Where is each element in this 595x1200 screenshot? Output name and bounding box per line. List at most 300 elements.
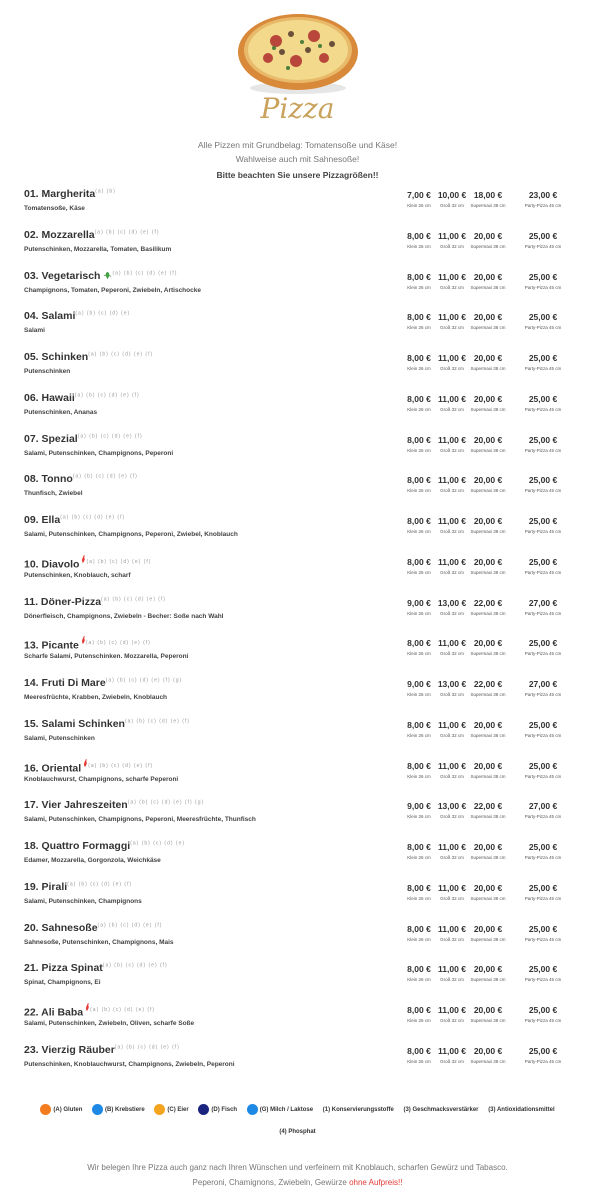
size-label: Groß 32 cm (440, 773, 464, 779)
price-value: 8,00 € (407, 516, 431, 526)
price-value: 20,00 € (473, 638, 503, 649)
allergen-legend (0, 1104, 595, 1115)
milk-icon (247, 1104, 258, 1115)
item-description: Tomatensoße, Käse (24, 205, 85, 212)
price-value: 20,00 € (473, 353, 503, 363)
menu-item (24, 677, 571, 718)
footer-line-1: Wir belegen Ihre Pizza auch ganz nach Ihren Wünschen und verfeinern mit Knoblauch, scharfen Gewürz und Tabasco. (87, 1163, 508, 1172)
page-title: Pizza (260, 92, 335, 125)
price-grid (399, 801, 571, 825)
legend-antiox: (3) Antioxidationsmittel (488, 1106, 555, 1113)
size-label: Klein 26 cm (407, 977, 431, 983)
price-grid (399, 598, 571, 622)
price-value: 11,00 € (438, 842, 466, 852)
size-label: Klein 26 cm (407, 895, 431, 901)
size-label: Supermaxi 38 cm (470, 1058, 506, 1064)
allergen-codes: (a) (b) (c) (d) (e) (f) (85, 640, 151, 647)
price-value: 20,00 € (473, 1045, 503, 1056)
size-label: Supermaxi 38 cm (470, 488, 506, 494)
price-grid (399, 516, 571, 540)
price-value: 25,00 € (528, 760, 558, 771)
size-label: Party-Pizza 45 cm (524, 610, 562, 616)
allergen-codes: (a) (b) (c) (d) (e) (f) (124, 718, 190, 725)
size-label: Party-Pizza 45 cm (524, 773, 562, 779)
price-value: 20,00 € (473, 882, 503, 893)
size-label: Party-Pizza 45 cm (524, 366, 562, 371)
size-label: Klein 26 cm (407, 1058, 431, 1064)
item-description: Spinat, Champignons, Ei (24, 979, 101, 987)
size-label: Supermaxi 38 cm (470, 243, 506, 249)
price-value: 8,00 € (407, 475, 431, 486)
size-label: Groß 32 cm (440, 610, 464, 616)
item-name: 03. Vegetarisch $^{(a) (b) (c) (d) (e) (f)}$ (24, 269, 178, 282)
menu-item (24, 840, 571, 881)
allergen-codes: (a) (b) (c) (d) (e) (f) (94, 229, 160, 236)
price-value: 11,00 € (438, 434, 466, 445)
size-label: Party-Pizza 45 cm (524, 1058, 562, 1064)
item-name: 21. Pizza Spinat$^{(a) (b) (c) (d) (e) (f)}$ (24, 962, 168, 975)
price-value: 20,00 € (473, 719, 503, 730)
price-value: 20,00 € (473, 230, 503, 241)
price-value: 22,00 € (473, 597, 503, 608)
size-label: Groß 32 cm (440, 569, 464, 575)
pizza-image (236, 6, 360, 96)
intro-line-2: Wahlweise auch mit Sahnesoße! (235, 154, 360, 164)
price-value: 20,00 € (473, 842, 503, 852)
item-description: Sahnesoße, Putenschinken, Champignons, Mais (24, 938, 174, 946)
price-value: 11,00 € (438, 312, 466, 323)
wheat-icon (40, 1104, 51, 1115)
free-highlight: ohne Aufpreis!! (349, 1178, 403, 1187)
size-notice: Bitte beachten Sie unsere Pizzagrößen!! (216, 170, 379, 180)
allergen-codes: (a) (b) (c) (d) (e) (f) (72, 473, 138, 480)
price-value: 8,00 € (407, 556, 431, 567)
size-label: Groß 32 cm (440, 732, 464, 738)
item-description: Putenschinken (24, 368, 71, 375)
pizza-menu (24, 188, 571, 1085)
price-value: 22,00 € (473, 679, 503, 689)
size-label: Klein 26 cm (407, 325, 431, 331)
intro-line-1: Alle Pizzen mit Grundbelag: Tomatensoße und Käse! (197, 140, 398, 150)
menu-item (24, 514, 571, 555)
footer-line-2: Peperoni, Chamignons, Zwiebeln, Gewürze ohne Aufpreis!! (192, 1178, 403, 1187)
item-name: 06. Hawaii$^{(a) (b) (c) (d) (e) (f)}$ (24, 391, 140, 404)
size-label: Supermaxi 38 cm (470, 651, 506, 657)
price-grid (399, 312, 571, 336)
item-description: Salami, Putenschinken, Champignons, Peperoni (24, 449, 174, 457)
size-label: Party-Pizza 45 cm (524, 855, 562, 860)
size-label: Klein 26 cm (407, 936, 431, 942)
size-label: Groß 32 cm (440, 325, 464, 331)
price-grid (399, 883, 571, 907)
size-label: Party-Pizza 45 cm (524, 569, 562, 575)
size-label: Klein 26 cm (407, 203, 431, 208)
price-value: 27,00 € (528, 597, 558, 608)
price-grid (399, 475, 571, 499)
size-label: Klein 26 cm (407, 569, 431, 575)
size-label: Klein 26 cm (407, 447, 431, 453)
allergen-codes: (a) (b) (c) (d) (e) (f) (88, 351, 154, 358)
price-value: 25,00 € (528, 230, 558, 241)
price-value: 11,00 € (438, 271, 466, 282)
legend-krebstiere: (B) Krebstiere (92, 1104, 145, 1115)
price-value: 11,00 € (438, 964, 466, 975)
menu-item (24, 310, 571, 351)
size-label: Klein 26 cm (407, 406, 431, 412)
item-name: 02. Mozzarella$^{(a) (b) (c) (d) (e) (f)}$ (24, 228, 160, 241)
size-label: Supermaxi 38 cm (470, 325, 506, 331)
size-label: Klein 26 cm (407, 732, 431, 738)
size-label: Groß 32 cm (440, 814, 464, 820)
size-label: Klein 26 cm (407, 773, 431, 779)
size-label: Supermaxi 38 cm (470, 203, 506, 208)
price-grid (399, 557, 571, 581)
size-label: Party-Pizza 45 cm (524, 529, 562, 534)
allergen-codes: (a) (b) (c) (d) (e) (75, 310, 131, 317)
price-value: 8,00 € (407, 882, 431, 893)
price-value: 11,00 € (438, 882, 466, 893)
allergen-codes: (a) (b) (c) (d) (e) (f) (g) (127, 799, 205, 806)
item-name: 14. Fruti Di Mare$^{(a) (b) (c) (d) (e) (f) (g)}$ (24, 677, 183, 689)
price-value: 11,00 € (438, 230, 466, 241)
size-label: Klein 26 cm (407, 692, 431, 697)
size-label: Supermaxi 38 cm (470, 895, 506, 901)
price-value: 20,00 € (473, 312, 503, 323)
item-name: 09. Ella$^{(a) (b) (c) (d) (e) (f)}$ (24, 514, 126, 526)
allergen-codes: (a) (b) (c) (d) (e) (f) (101, 596, 166, 602)
item-name: 08. Tonno$^{(a) (b) (c) (d) (e) (f)}$ (24, 473, 138, 486)
size-label: Supermaxi 38 cm (470, 977, 506, 983)
allergen-codes: (a) (b) (c) (d) (e) (f) (60, 514, 126, 521)
menu-item (24, 270, 571, 311)
allergen-codes: (a) (b) (c) (d) (e) (f) (88, 762, 154, 769)
size-label: Groß 32 cm (440, 855, 464, 860)
size-label: Groß 32 cm (440, 284, 464, 290)
size-label: Groß 32 cm (440, 406, 464, 412)
legend-konserv: (1) Konservierungsstoffe (322, 1106, 394, 1113)
size-label: Klein 26 cm (407, 651, 431, 657)
size-label: Supermaxi 38 cm (470, 773, 506, 779)
price-value: 20,00 € (473, 923, 503, 934)
price-value: 25,00 € (528, 1045, 558, 1056)
price-value: 8,00 € (407, 719, 431, 730)
item-name: 22. Ali Baba $^{(a) (b) (c) (d) (e) (f)}$ (24, 1003, 155, 1019)
size-label: Supermaxi 38 cm (470, 447, 506, 453)
price-value: 25,00 € (528, 719, 558, 730)
size-label: Party-Pizza 45 cm (524, 406, 562, 412)
menu-item (24, 799, 571, 840)
price-value: 20,00 € (473, 475, 503, 486)
size-label: Groß 32 cm (440, 936, 464, 942)
size-label: Supermaxi 38 cm (470, 1018, 506, 1023)
item-description: Putenschinken, Knoblauch, scharf (24, 571, 131, 579)
price-value: 8,00 € (407, 842, 431, 852)
price-value: 8,00 € (407, 1005, 431, 1015)
price-value: 8,00 € (407, 434, 431, 445)
price-value: 25,00 € (528, 353, 558, 363)
price-value: 11,00 € (438, 556, 466, 567)
price-value: 11,00 € (438, 1045, 466, 1056)
item-name: 17. Vier Jahreszeiten$^{(a) (b) (c) (d) (e) (f) (g)}$ (24, 799, 205, 812)
price-grid (399, 964, 571, 988)
size-label: Groß 32 cm (440, 488, 464, 494)
allergen-codes: (a) (b) (c) (d) (e) (f) (86, 558, 152, 565)
price-value: 11,00 € (438, 475, 466, 486)
size-label: Klein 26 cm (407, 366, 431, 371)
price-value: 20,00 € (473, 271, 503, 282)
item-description: Thunfisch, Zwiebel (24, 490, 83, 498)
size-label: Groß 32 cm (440, 447, 464, 453)
legend-gluten: (A) Gluten (40, 1104, 82, 1115)
menu-item (24, 636, 571, 677)
size-label: Party-Pizza 45 cm (524, 243, 562, 249)
price-grid (399, 435, 571, 459)
size-label: Groß 32 cm (440, 651, 464, 657)
price-value: 11,00 € (438, 638, 466, 649)
price-grid (399, 1005, 571, 1029)
item-description: Scharfe Salami, Putenschinken. Mozzarella, Peperoni (24, 653, 189, 661)
item-name: 19. Pirali$^{(a) (b) (c) (d) (e) (f)}$ (24, 880, 133, 893)
size-label: Party-Pizza 45 cm (524, 325, 562, 331)
item-description: Putenschinken, Knoblauchwurst, Champignons, Zwiebeln, Peperoni (24, 1060, 235, 1068)
allergen-codes: (a) (b) (c) (d) (e) (f) (102, 962, 168, 969)
price-value: 9,00 € (407, 597, 431, 608)
price-grid (399, 638, 571, 662)
menu-item (24, 759, 571, 800)
menu-item (24, 473, 571, 514)
price-value: 25,00 € (528, 556, 558, 567)
menu-item (24, 962, 571, 1003)
price-value: 20,00 € (473, 434, 503, 445)
price-value: 9,00 € (407, 679, 431, 689)
size-label: Groß 32 cm (440, 1018, 464, 1023)
item-description: Knoblauchwurst, Champignons, scharfe Peperoni (24, 775, 179, 783)
price-value: 11,00 € (438, 719, 466, 730)
price-grid (399, 720, 571, 744)
size-label: Klein 26 cm (407, 243, 431, 249)
price-value: 20,00 € (473, 1005, 503, 1015)
price-value: 10,00 € (437, 190, 467, 200)
size-label: Supermaxi 38 cm (470, 732, 506, 738)
item-description: Putenschinken, Mozzarella, Tomaten, Basilikum (24, 245, 172, 253)
size-label: Party-Pizza 45 cm (524, 895, 562, 901)
size-label: Klein 26 cm (407, 610, 431, 616)
size-label: Groß 32 cm (440, 366, 464, 371)
item-description: Putenschinken, Ananas (24, 408, 98, 416)
price-value: 20,00 € (473, 393, 503, 404)
size-label: Party-Pizza 45 cm (524, 488, 562, 494)
item-name: 23. Vierzig Räuber$^{(a) (b) (c) (d) (e) (f)}$ (24, 1043, 180, 1056)
price-value: 8,00 € (407, 923, 431, 934)
price-grid (399, 679, 571, 703)
legend-phosphat: (4) Phosphat (279, 1129, 316, 1135)
item-name: 18. Quattro Formaggi$^{(a) (b) (c) (d) (e)}$ (24, 840, 186, 852)
price-value: 20,00 € (473, 760, 503, 771)
menu-item (24, 1044, 571, 1085)
item-description: Champignons, Tomaten, Peperoni, Zwiebeln, Artischocke (24, 286, 201, 294)
price-value: 25,00 € (528, 882, 558, 893)
item-name: 20. Sahnesoße$^{(a) (b) (c) (d) (e) (f)}$ (24, 921, 163, 934)
item-description: Salami, Putenschinken, Champignons, Peperoni, Meeresfrüchte, Thunfisch (24, 816, 256, 824)
item-description: Edamer, Mozzarella, Gorgonzola, Weichkäse (24, 857, 161, 864)
size-label: Klein 26 cm (407, 814, 431, 820)
price-grid (399, 1046, 571, 1070)
egg-icon (154, 1104, 165, 1115)
price-value: 25,00 € (528, 923, 558, 934)
size-label: Groß 32 cm (440, 529, 464, 534)
allergen-codes: (a) (b) (c) (d) (e) (f) (112, 270, 178, 276)
price-value: 25,00 € (528, 434, 558, 445)
menu-item (24, 718, 571, 759)
size-label: Party-Pizza 45 cm (524, 977, 562, 983)
price-value: 8,00 € (407, 271, 431, 282)
price-value: 25,00 € (528, 964, 558, 975)
size-label: Groß 32 cm (440, 1058, 464, 1064)
allergen-codes: (a) (b) (c) (d) (e) (f) (77, 433, 143, 439)
size-label: Party-Pizza 45 cm (524, 651, 562, 657)
menu-item (24, 922, 571, 963)
item-description: Dönerfleisch, Champignons, Zwiebeln - Becher: Soße nach Wahl (24, 612, 224, 620)
price-value: 11,00 € (438, 1005, 466, 1015)
price-value: 25,00 € (528, 1005, 558, 1015)
price-value: 25,00 € (528, 312, 558, 323)
allergen-codes: (a) (b) (c) (d) (e) (f) (114, 1044, 180, 1051)
crab-icon (92, 1104, 103, 1115)
menu-item (24, 392, 571, 433)
size-label: Party-Pizza 45 cm (524, 814, 562, 820)
footer-note (0, 1160, 595, 1190)
price-value: 11,00 € (438, 760, 466, 771)
price-value: 25,00 € (528, 475, 558, 486)
allergen-codes: (a) (b) (c) (d) (e) (f) (67, 881, 133, 888)
size-label: Supermaxi 38 cm (470, 936, 506, 942)
price-value: 7,00 € (407, 190, 431, 200)
item-name: 10. Diavolo $^{(a) (b) (c) (d) (e) (f)}$ (24, 555, 151, 571)
price-value: 23,00 € (528, 190, 558, 200)
size-label: Supermaxi 38 cm (470, 529, 506, 534)
legend-eier: (C) Eier (154, 1104, 188, 1115)
menu-item (24, 596, 571, 637)
price-value: 8,00 € (407, 760, 431, 771)
price-value: 27,00 € (528, 801, 558, 812)
item-description: Meeresfrüchte, Krabben, Zwiebeln, Knoblauch (24, 694, 168, 701)
price-value: 25,00 € (528, 638, 558, 649)
menu-item (24, 555, 571, 596)
item-description: Salami, Putenschinken (24, 734, 95, 742)
price-value: 18,00 € (473, 190, 503, 200)
item-description: Salami (24, 327, 45, 335)
price-value: 8,00 € (407, 393, 431, 404)
size-label: Klein 26 cm (407, 1018, 431, 1023)
menu-item (24, 1003, 571, 1044)
size-label: Klein 26 cm (407, 488, 431, 494)
item-name: 11. Döner-Pizza$^{(a) (b) (c) (d) (e) (f)}$ (24, 595, 166, 608)
price-value: 8,00 € (407, 353, 431, 363)
legend-geschmack: (3) Geschmacksverstärker (403, 1106, 479, 1113)
size-label: Klein 26 cm (407, 284, 431, 290)
item-description: Salami, Putenschinken, Champignons, Peperoni, Zwiebel, Knoblauch (24, 531, 238, 538)
price-grid (399, 190, 571, 214)
price-grid (399, 231, 571, 255)
size-label: Supermaxi 38 cm (470, 284, 506, 290)
price-value: 11,00 € (438, 923, 466, 934)
price-grid (399, 761, 571, 785)
price-value: 25,00 € (528, 842, 558, 852)
size-label: Supermaxi 38 cm (470, 406, 506, 412)
legend-fisch: (D) Fisch (198, 1104, 237, 1115)
allergen-codes: (a) (b) (95, 188, 116, 195)
price-value: 27,00 € (528, 679, 558, 689)
size-label: Klein 26 cm (407, 855, 431, 860)
size-label: Party-Pizza 45 cm (524, 447, 562, 453)
price-value: 13,00 € (437, 801, 467, 812)
allergen-codes: (a) (b) (c) (d) (e) (f) (90, 1007, 156, 1013)
menu-item (24, 433, 571, 474)
size-label: Groß 32 cm (440, 203, 464, 208)
size-label: Party-Pizza 45 cm (524, 284, 562, 290)
price-grid (399, 272, 571, 296)
allergen-codes: (a) (b) (c) (d) (e) (f) (g) (105, 677, 183, 684)
price-value: 25,00 € (528, 516, 558, 526)
price-value: 8,00 € (407, 638, 431, 649)
size-label: Supermaxi 38 cm (470, 610, 506, 616)
price-value: 20,00 € (473, 964, 503, 975)
size-label: Groß 32 cm (440, 895, 464, 901)
intro-text (0, 138, 595, 166)
size-label: Party-Pizza 45 cm (524, 936, 562, 942)
allergen-codes: (a) (b) (c) (d) (e) (f) (74, 392, 140, 399)
price-value: 11,00 € (438, 393, 466, 404)
size-label: Party-Pizza 45 cm (524, 732, 562, 738)
item-name: 07. Spezial$^{(a) (b) (c) (d) (e) (f)}$ (24, 432, 143, 445)
price-value: 13,00 € (437, 679, 467, 689)
size-label: Supermaxi 38 cm (470, 569, 506, 575)
size-label: Supermaxi 38 cm (470, 692, 506, 697)
size-label: Party-Pizza 45 cm (524, 1018, 562, 1023)
price-value: 8,00 € (407, 230, 431, 241)
price-value: 20,00 € (473, 516, 503, 526)
fish-icon (198, 1104, 209, 1115)
size-label: Supermaxi 38 cm (470, 366, 506, 371)
size-label: Groß 32 cm (440, 243, 464, 249)
allergen-codes: (a) (b) (c) (d) (e) (f) (97, 922, 163, 928)
price-value: 9,00 € (407, 801, 431, 812)
price-value: 22,00 € (473, 801, 503, 812)
price-value: 11,00 € (438, 516, 466, 526)
price-grid (399, 394, 571, 418)
price-value: 8,00 € (407, 1045, 431, 1056)
item-description: Salami, Putenschinken, Zwiebeln, Oliven, scharfe Soße (24, 1020, 195, 1027)
price-value: 11,00 € (438, 353, 466, 363)
price-value: 20,00 € (473, 556, 503, 567)
item-name: 04. Salami$^{(a) (b) (c) (d) (e)}$ (24, 310, 131, 323)
price-grid (399, 353, 571, 377)
allergen-codes: (a) (b) (c) (d) (e) (130, 840, 186, 847)
price-value: 25,00 € (528, 271, 558, 282)
menu-item (24, 351, 571, 392)
price-value: 8,00 € (407, 312, 431, 323)
size-label: Groß 32 cm (440, 692, 464, 697)
item-name: 15. Salami Schinken$^{(a) (b) (c) (d) (e) (f)}$ (24, 717, 190, 730)
menu-item (24, 229, 571, 270)
size-label: Supermaxi 38 cm (470, 814, 506, 820)
item-name: 05. Schinken$^{(a) (b) (c) (d) (e) (f)}$ (24, 351, 154, 363)
price-value: 13,00 € (437, 597, 467, 608)
item-name: 13. Picante $^{(a) (b) (c) (d) (e) (f)}$ (24, 636, 151, 652)
menu-item (24, 881, 571, 922)
size-label: Groß 32 cm (440, 977, 464, 983)
price-grid (399, 924, 571, 948)
